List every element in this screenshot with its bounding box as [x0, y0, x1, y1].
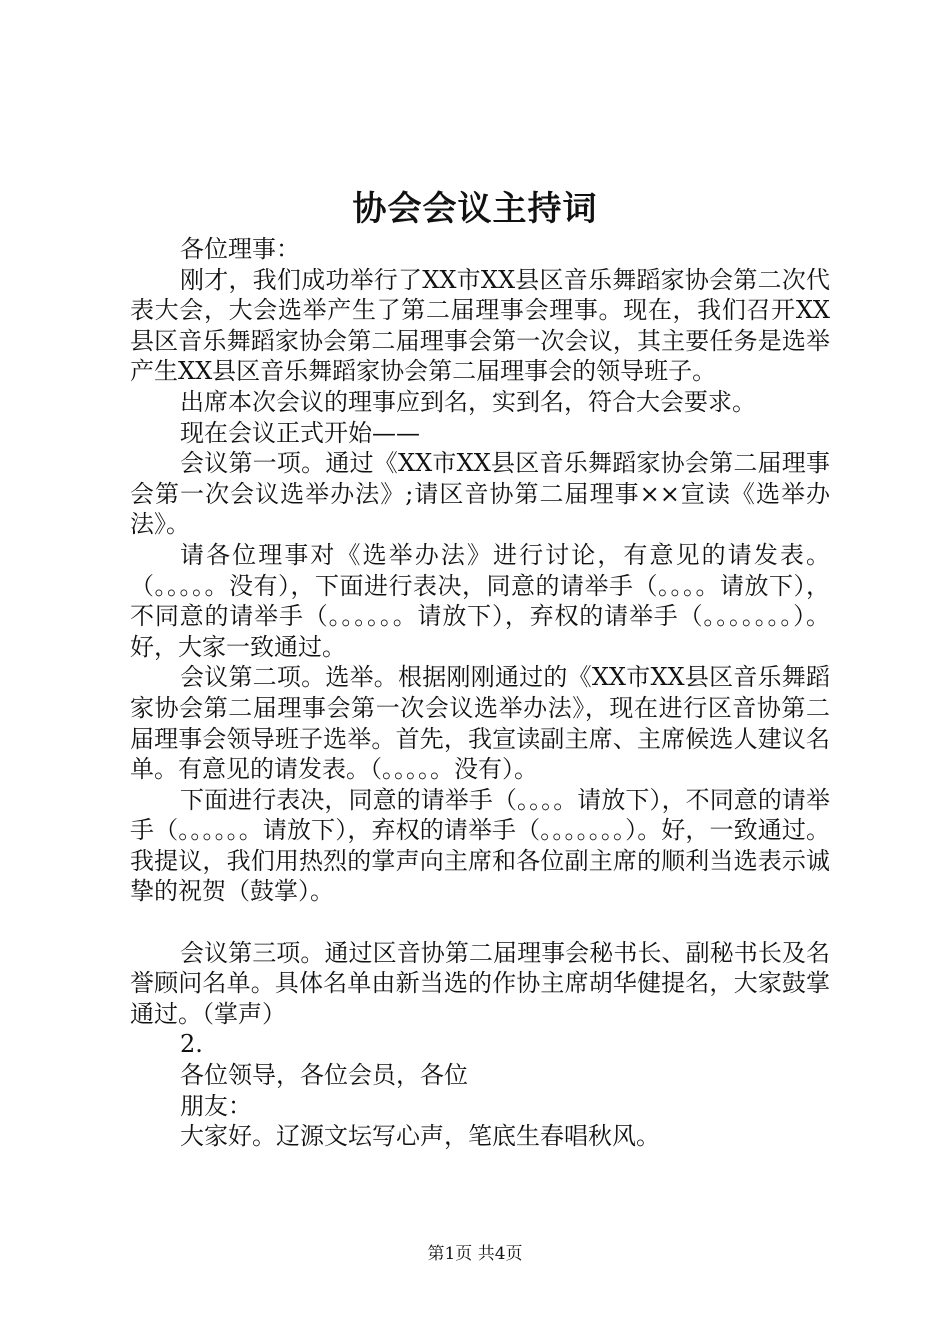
- paragraph-attendance: 出席本次会议的理事应到名，实到名，符合大会要求。: [180, 387, 756, 416]
- paragraph-section-number: 2.: [180, 1030, 203, 1059]
- paragraph-vote: 下面进行表决，同意的请举手（。。。。请放下），不同意的请举手（。。。。。。请放下），弃权的请举手（。。。。。。。）。好，一致通过。我提议，我们用热烈的掌声向主席和各位副主席的顺利当选表示诚挚的祝贺（鼓掌）。: [130, 785, 830, 906]
- paragraph-gap: [130, 907, 830, 938]
- paragraph-item-three: 会议第三项。通过区音协第二届理事会秘书长、副秘书长及名誉顾问名单。具体名单由新当选的作协主席胡华健提名，大家鼓掌通过。（掌声）: [130, 938, 830, 1028]
- document-body: [130, 234, 830, 1152]
- document-title: 协会会议主持词: [352, 189, 598, 229]
- paragraph-item-one: 会议第一项。通过《XX市XX县区音乐舞蹈家协会第二届理事会第一次会议选举办法》;请区音协第二届理事××宣读《选举办法》。: [130, 449, 830, 539]
- page-footer: 第1页 共4页: [427, 1244, 523, 1264]
- paragraph-discussion: 请各位理事对《选举办法》进行讨论，有意见的请发表。（。。。。。没有），下面进行表决，同意的请举手（。。。。请放下），不同意的请举手（。。。。。。请放下），弃权的请举手（。。。。。。。）。好，大家一致通过。: [130, 540, 830, 661]
- paragraph-hello: 大家好。辽源文坛写心声，笔底生春唱秋风。: [180, 1122, 660, 1151]
- paragraph-opening: 刚才，我们成功举行了XX市XX县区音乐舞蹈家协会第二次代表大会，大会选举产生了第二届理事会理事。现在，我们召开XX县区音乐舞蹈家协会第二届理事会第一次会议，其主要任务是选举产生XX县区音乐舞蹈家协会第二届理事会的领导班子。: [130, 265, 830, 386]
- paragraph-salutation: 各位理事：: [180, 235, 300, 263]
- paragraph-friends: 朋友：: [180, 1091, 252, 1120]
- paragraph-greeting: 各位领导，各位会员，各位: [180, 1061, 468, 1090]
- paragraph-item-two: 会议第二项。选举。根据刚刚通过的《XX市XX县区音乐舞蹈家协会第二届理事会第一次会议选举办法》，现在进行区音协第二届理事会领导班子选举。首先，我宣读副主席、主席候选人建议名单。有意见的请发表。（。。。。。没有）。: [130, 663, 830, 784]
- paragraph-start: 现在会议正式开始——: [180, 418, 420, 447]
